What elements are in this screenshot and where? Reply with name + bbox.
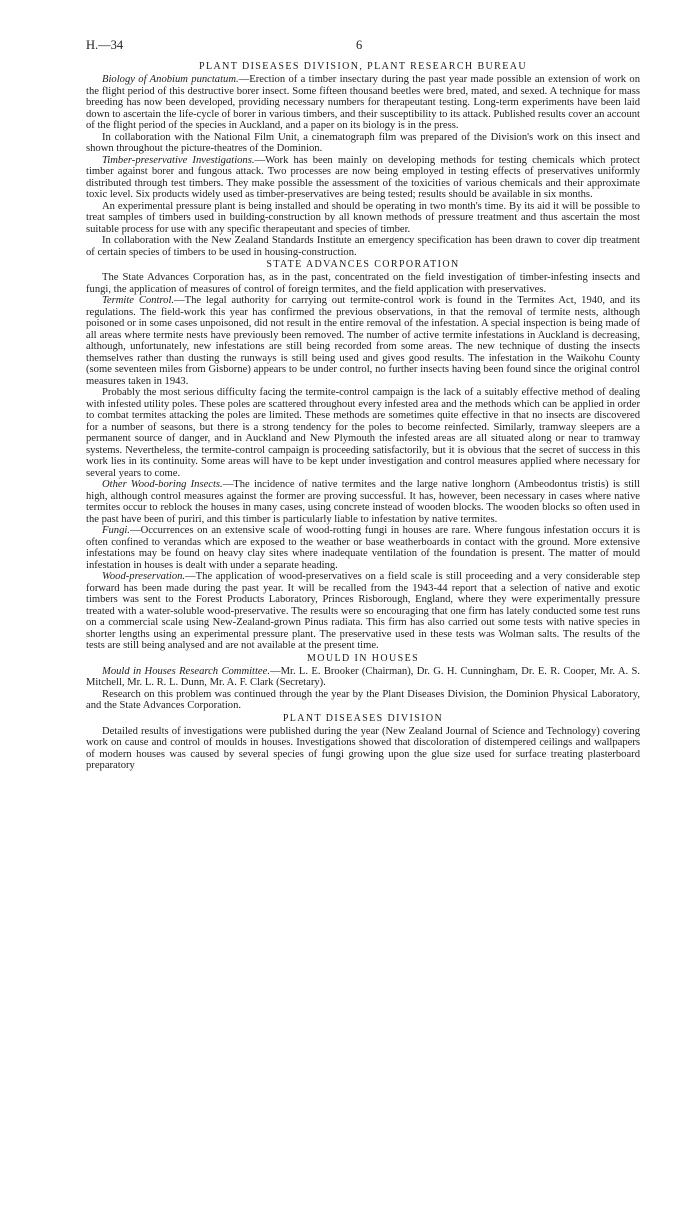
paragraph-lead: Fungi. [102,525,130,536]
paragraph-text: —The application of wood-preservatives on a field scale is still proceeding and a very considerable step forward has been made during the past year. It will be recalled from the 1943-44 report that a selection of native and exotic timbers was sent to the Forest Products Laboratory, Princes Risborough, England, where they were experimentally pressure treated with a water-soluble wood-preservative. The results were so encouraging that one firm has lately conducted some test runs on a commercial scale using New-Zealand-grown Pinus radiata. This firm has also carried out some tests with native species in shorter lengths using an experimental pressure plant. The preservative used in these tests was Wolman salts. The results of the tests are still being analysed and are not available at the present time. [86,571,640,651]
paragraph-lead: Mould in Houses Research Committee. [102,665,270,677]
section-heading-plant-research-bureau: PLANT DISEASES DIVISION, PLANT RESEARCH BUREAU [199,61,527,72]
paragraph-text: Research on this problem was continued through the year by the Plant Diseases Division, the Dominion Physical Laboratory, and the State Advances Corporation. [86,688,640,711]
document-page [86,38,640,772]
paragraph [86,235,640,258]
paragraph-lead: Other Wood-boring Insects. [102,479,223,490]
paragraph-text: Probably the most serious difficulty facing the termite-control campaign is the lack of a suitably effective method of dealing with infested utility poles. These poles are scattered throughout every infested area and the methods which can be applied in order to combat termites attacking the poles are limited. These methods are sometimes quite effective in that no insects are discovered for a number of seasons, but there is a strong tendency for the poles to become reinfected. Similarly, tramway sleepers are a permanent source of danger, and in Auckland and New Plymouth the infested areas are all situated along or near to tramway systems. Nevertheless, the termite-control campaign is proceeding satisfactorily, but it is obvious that the secret of success in this work lies in its continuity. Some areas will have to be kept under investigation and control measures applied where necessary for several years to come. [86,387,640,479]
paragraph-text: Detailed results of investigations were published during the year (New Zealand Journal of Science and Technology) covering work on cause and control of moulds in houses. Investigations showed that discoloration of distempered ceilings and wallpapers of modern houses was caused by several species of fungi growing upon the glue size used for surface treating plasterboard preparatory [86,725,640,771]
section-heading-state-advances: STATE ADVANCES CORPORATION [266,259,460,270]
paragraph [86,525,640,571]
paragraph [86,272,640,295]
paragraph-text: —Occurrences on an extensive scale of wood-rotting fungi in houses are rare. Where fungous infestation occurs it is often confined to verandas which are exposed to the weather or base weatherboards in contact with the ground. More extensive infestations may be found on heavy clay sites where inadequate ventilation of the foundation is present. The matter of mould infestation in houses is dealt with under a separate heading. [86,525,640,571]
report-code: H.—34 [86,38,124,52]
paragraph-lead: Termite Control. [102,295,175,306]
paragraph-text: In collaboration with the New Zealand Standards Institute an emergency specification has been drawn to cover dip treatment of certain species of timbers to be used in housing-construction. [86,235,640,258]
paragraph-text: —Erection of a timber insectary during the past year made possible an extension of work on the flight period of this destructive borer insect. Some fifteen thousand beetles were bred, mated, and sexed. A technique for mass breeding has now been developed, providing necessary numbers for therapeutant testing. Long-term experiments have been laid down to ascertain the life-cycle of borer in various timbers, and their susceptibility to its attack. Published results cover an account of the flight period of the species in Auckland, and a paper on its biology is in the press. [86,74,640,131]
paragraph [86,74,640,132]
page-number: 6 [356,38,363,52]
paragraph [86,201,640,236]
paragraph [86,479,640,525]
paragraph [86,295,640,387]
paragraph-text: —Work has been mainly on developing methods for testing chemicals which protect timber against borer and fungous attack. Two processes are now being employed in testing effects of preservatives uniformly distributed through test timbers. They make possible the assessment of the toxicities of various chemicals and their approximate toxic level. Six products widely used as timber-preservatives are being tested; results should be available in six months. [86,154,640,200]
paragraph [86,155,640,201]
section-heading-mould-in-houses: MOULD IN HOUSES [306,652,420,664]
page-header [86,38,640,60]
paragraph [86,666,640,689]
paragraph [86,689,640,712]
paragraph-text: In collaboration with the National Film Unit, a cinematograph film was prepared of the Division's work on this insect and shown throughout the picture-theatres of the Dominion. [86,131,640,154]
paragraph-text: An experimental pressure plant is being installed and should be operating in two month's time. By its aid it will be possible to treat samples of timbers used in building-construction by all known methods of pressure treatment and thus ascertain the most suitable process for use with any specific therapeutant and species of timber. [86,200,640,235]
paragraph-text: —Mr. L. E. Brooker (Chairman), Dr. G. H. Cunningham, Dr. E. R. Cooper, Mr. A. S. Mitchell, Mr. L. R. L. Dunn, Mr. A. F. Clark (Secretary). [86,665,640,688]
paragraph-lead: Biology of Anobium punctatum. [102,74,239,85]
paragraph-text: —The legal authority for carrying out termite-control work is found in the Termites Act, 1940, and its regulations. The field-work this year has confirmed the previous observations, in that the removal of termite nests, although poisoned or in some cases unpoisoned, did not result in the entire removal of the infestation. A special inspection is being made of all areas where termite nests have previously been removed. The number of active termite infestations in Auckland is decreasing, although, unfortunately, new infestations are still being recorded from some areas. The new technique of dusting the insects themselves rather than dusting the runways is still being used and gives good results. The infestation in the Waikohu County (some seventeen miles from Gisborne) appears to be under control, no further insects having been found since the original control measures taken in 1943. [86,295,640,387]
paragraph [86,132,640,155]
paragraph-lead: Wood-preservation. [102,571,186,582]
paragraph [86,571,640,652]
paragraph-text: —The incidence of native termites and the large native longhorn (Ambeodontus tristis) is still high, although control measures against the former are proving successful. It has, however, been necessary in cases where native termites occur to reblock the houses in many cases, using concrete instead of wooden blocks. The wooden blocks so often used in the past have been of puriri, and this timber is particularly liable to infestation by native termites. [86,479,640,525]
paragraph [86,387,640,479]
paragraph [86,726,640,772]
section-heading-plant-diseases: PLANT DISEASES DIVISION [282,712,444,724]
paragraph-text: The State Advances Corporation has, as in the past, concentrated on the field investigation of timber-infesting insects and fungi, the application of measures of control of foreign termites, and the field application with preservatives. [86,272,640,295]
paragraph-lead: Timber-preservative Investigations. [102,154,255,166]
